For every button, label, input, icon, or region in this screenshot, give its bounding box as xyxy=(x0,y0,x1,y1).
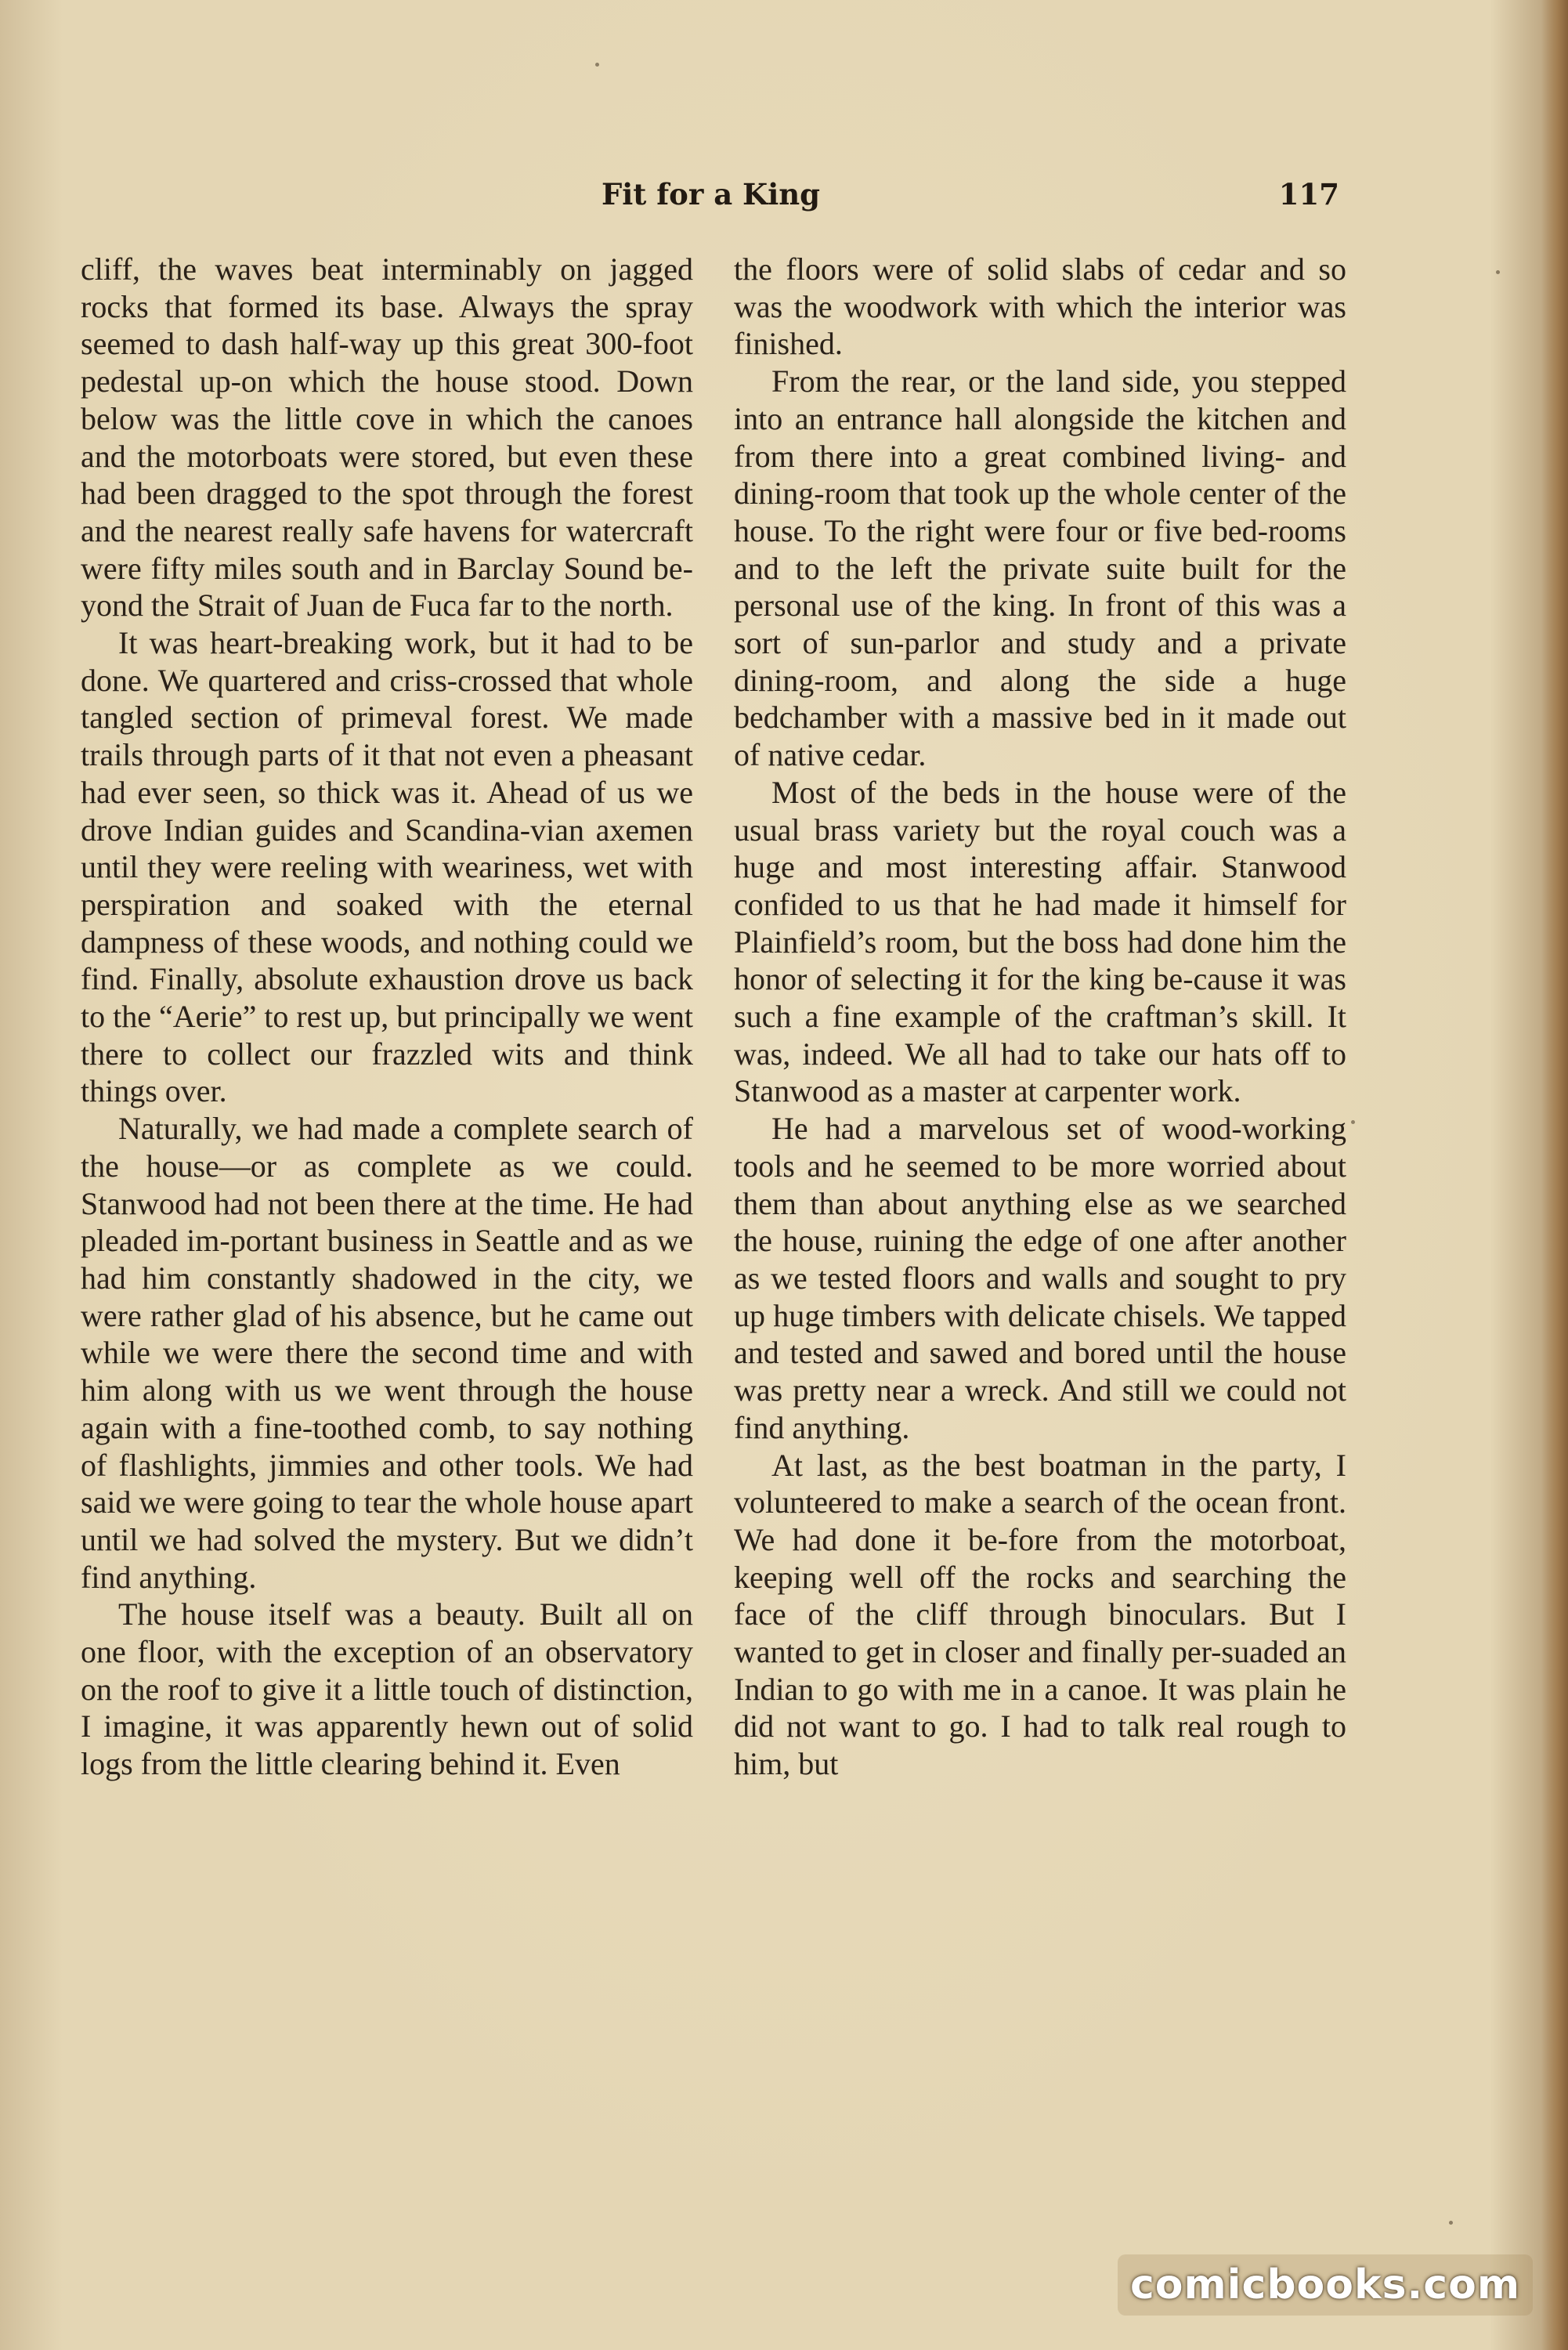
paper-speck xyxy=(595,63,599,67)
page-right-edge-shadow xyxy=(1541,0,1568,2350)
paragraph: Naturally, we had made a complete search of the house—or as complete as we could. Stanwood had not been there at the time. He had pleaded im-portant business in Seattle and as we had him constantly shadowed in the city, we were rather glad of his absence, but he came out while we were there the second time and with him along with us we went through the house again with a fine-toothed comb, to say nothing of flashlights, jimmies and other tools. We had said we were going to tear the whole house apart until we had solved the mystery. But we didn’t find anything. xyxy=(81,1111,693,1595)
watermark-text: comicbooks.com xyxy=(1129,2261,1521,2308)
left-text-column xyxy=(81,251,693,1783)
paragraph: the floors were of solid slabs of cedar and so was the woodwork with which the interior was finished. xyxy=(734,251,1346,362)
paper-speck xyxy=(1351,1120,1355,1124)
paragraph: At last, as the best boatman in the party, I volunteered to make a search of the ocean front. We had done it be-fore from the motorboat, keeping well off the rocks and searching the face of the cliff through binoculars. But I wanted to get in closer and finally per-suaded an Indian to go with me in a canoe. It was plain he did not want to go. I had to talk real rough to him, but xyxy=(734,1447,1346,1782)
paragraph: From the rear, or the land side, you stepped into an entrance hall alongside the kitchen and from there into a great combined living- and dining-room that took up the whole center of the house. To the right were four or five bed-rooms and to the left the private suite built for the personal use of the king. In front of this was a sort of sun-parlor and study and a private dining-room, and along the side a huge bedchamber with a massive bed in it made out of native cedar. xyxy=(734,363,1346,773)
paragraph: The house itself was a beauty. Built all on one floor, with the exception of an observatory on the roof to give it a little touch of distinction, I imagine, it was apparently hewn out of solid logs from the little clearing behind it. Even xyxy=(81,1596,693,1782)
running-head xyxy=(82,171,1339,218)
paper-speck xyxy=(1496,270,1500,274)
paragraph: Most of the beds in the house were of the usual brass variety but the royal couch was a huge and most interesting affair. Stanwood confided to us that he had made it himself for Plainfield’s room, but the boss had done him the honor of selecting it for the king be-cause it was such a fine example of the craftman’s skill. It was, indeed. We all had to take our hats off to Stanwood as a master at carpenter work. xyxy=(734,774,1346,1109)
paragraph: He had a marvelous set of wood-working tools and he seemed to be more worried about them than about anything else as we searched the house, ruining the edge of one after another as we tested floors and walls and sought to pry up huge timbers with delicate chisels. We tapped and tested and sawed and bored until the house was pretty near a wreck. And still we could not find anything. xyxy=(734,1111,1346,1445)
paragraph: cliff, the waves beat interminably on jagged rocks that formed its base. Always the spray seemed to dash half-way up this great 300-foot pedestal up-on which the house stood. Down below was the little cove in which the canoes and the motorboats were stored, but even these had been dragged to the spot through the forest and the nearest really safe havens for watercraft were fifty miles south and in Barclay Sound be-yond the Strait of Juan de Fuca far to the north. xyxy=(81,251,693,624)
paragraph: It was heart-breaking work, but it had to be done. We quartered and criss-crossed that whole tangled section of primeval forest. We made trails through parts of it that not even a pheasant had ever seen, so thick was it. Ahead of us we drove Indian guides and Scandina-vian axemen until they were reeling with weariness, wet with perspiration and soaked with the eternal dampness of these woods, and nothing could we find. Finally, absolute exhaustion drove us back to the “Aerie” to rest up, but principally we went there to collect our frazzled wits and think things over. xyxy=(81,625,693,1109)
page-title: Fit for a King xyxy=(601,177,821,212)
watermark-badge xyxy=(1118,2254,1533,2316)
paper-speck xyxy=(1449,2221,1453,2225)
right-text-column xyxy=(734,251,1346,1783)
page-number: 117 xyxy=(1278,177,1339,212)
